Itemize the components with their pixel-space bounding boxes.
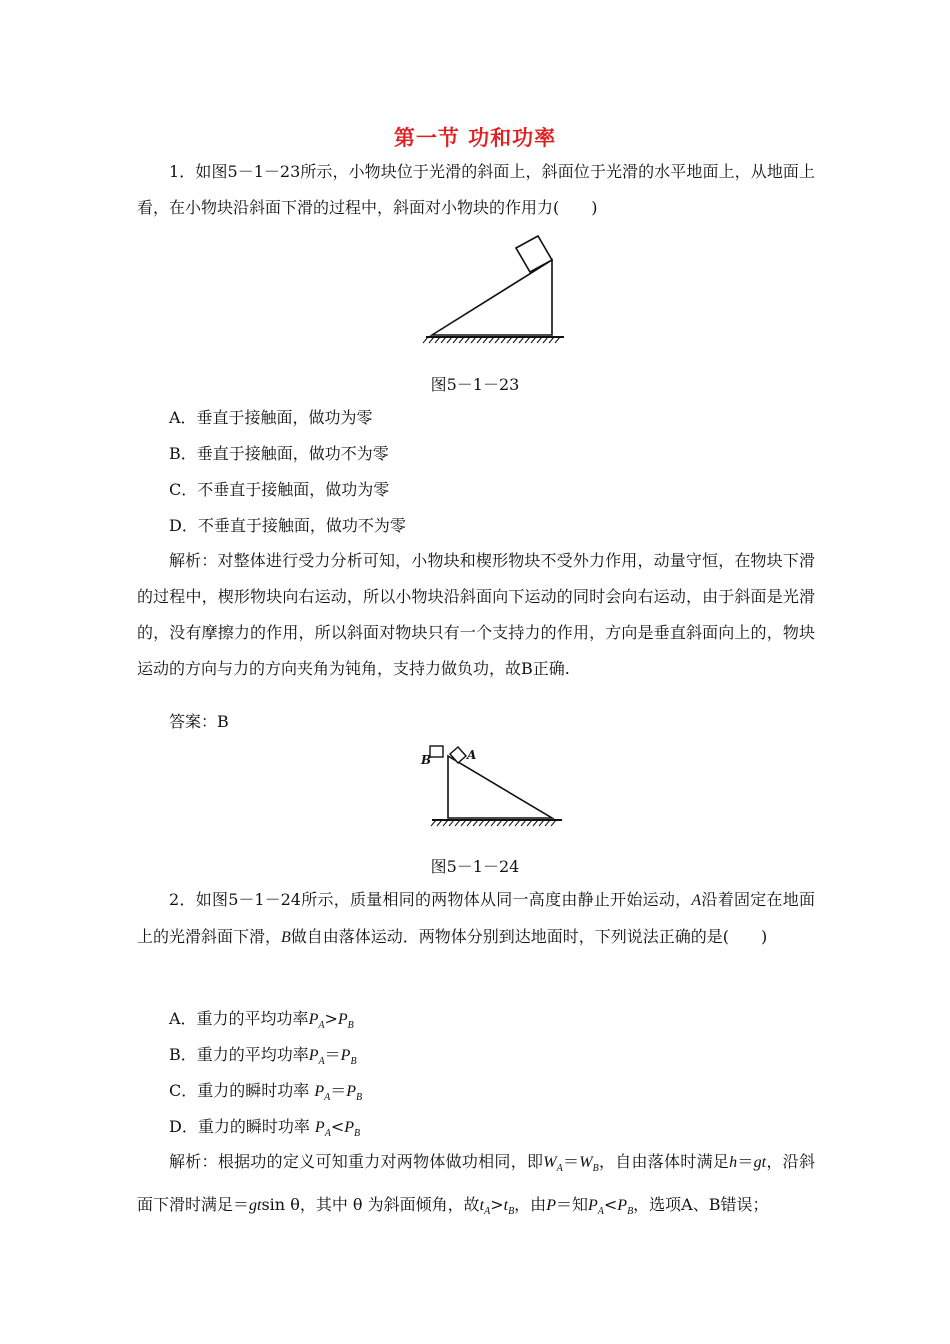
figure-label-b: B [421, 753, 432, 767]
q2-option-a: A．重力的平均功率$P_A>P_B$ [169, 1009, 354, 1032]
q1-option-d: D．不垂直于接触面，做功不为零 [169, 516, 406, 535]
q2-analysis: 解析：根据功的定义可知重力对两物体做功相同，即$W_A=W_B$，自由落体时满足h＝gt，沿斜面下滑时满足＝gtsin θ，其中 θ 为斜面倾角，故$t_A>t_B$，由P＝知$P_A<P_B$，选项A、B错误； [137, 1152, 815, 1218]
q1-option-b: B．垂直于接触面，做功不为零 [169, 444, 389, 463]
figure-5-1-24 [418, 740, 568, 830]
q1-option-a: A．垂直于接触面，做功为零 [169, 408, 373, 427]
q2-option-b: B．重力的平均功率$P_A=P_B$ [169, 1045, 357, 1068]
q2-option-d: D．重力的瞬时功率 $P_A<P_B$ [169, 1117, 361, 1140]
section-title: 第一节 功和功率 [393, 125, 557, 150]
figure-5-1-23 [420, 230, 570, 345]
question-2-stem: 2．如图5－1－24所示，质量相同的两物体从同一高度由静止开始运动，A沿着固定在地面上的光滑斜面下滑，B做自由落体运动．两物体分别到达地面时，下列说法正确的是( ) [137, 890, 815, 946]
q1-answer: 答案：B [169, 712, 229, 731]
question-1-stem: 1．如图5－1－23所示，小物块位于光滑的斜面上，斜面位于光滑的水平地面上，从地面上看，在小物块沿斜面下滑的过程中，斜面对小物块的作用力( ) [137, 162, 815, 217]
q1-analysis: 解析：对整体进行受力分析可知，小物块和楔形物块不受外力作用，动量守恒，在物块下滑的过程中，楔形物块向右运动，所以小物块沿斜面向下运动的同时会向右运动，由于斜面是光滑的，没有摩擦力的作用，所以斜面对物块只有一个支持力的作用，方向是垂直斜面向上的，物块运动的方向与力的方向夹角为钝角，支持力做负功，故B正确. [137, 551, 815, 678]
q2-option-c: C．重力的瞬时功率 $P_A=P_B$ [169, 1081, 363, 1104]
q1-option-c: C．不垂直于接触面，做功为零 [169, 480, 390, 499]
figure-caption-5-1-24: 图5－1－24 [430, 857, 520, 876]
figure-caption-5-1-23: 图5－1－23 [430, 375, 520, 394]
figure-label-a: A [467, 748, 477, 762]
